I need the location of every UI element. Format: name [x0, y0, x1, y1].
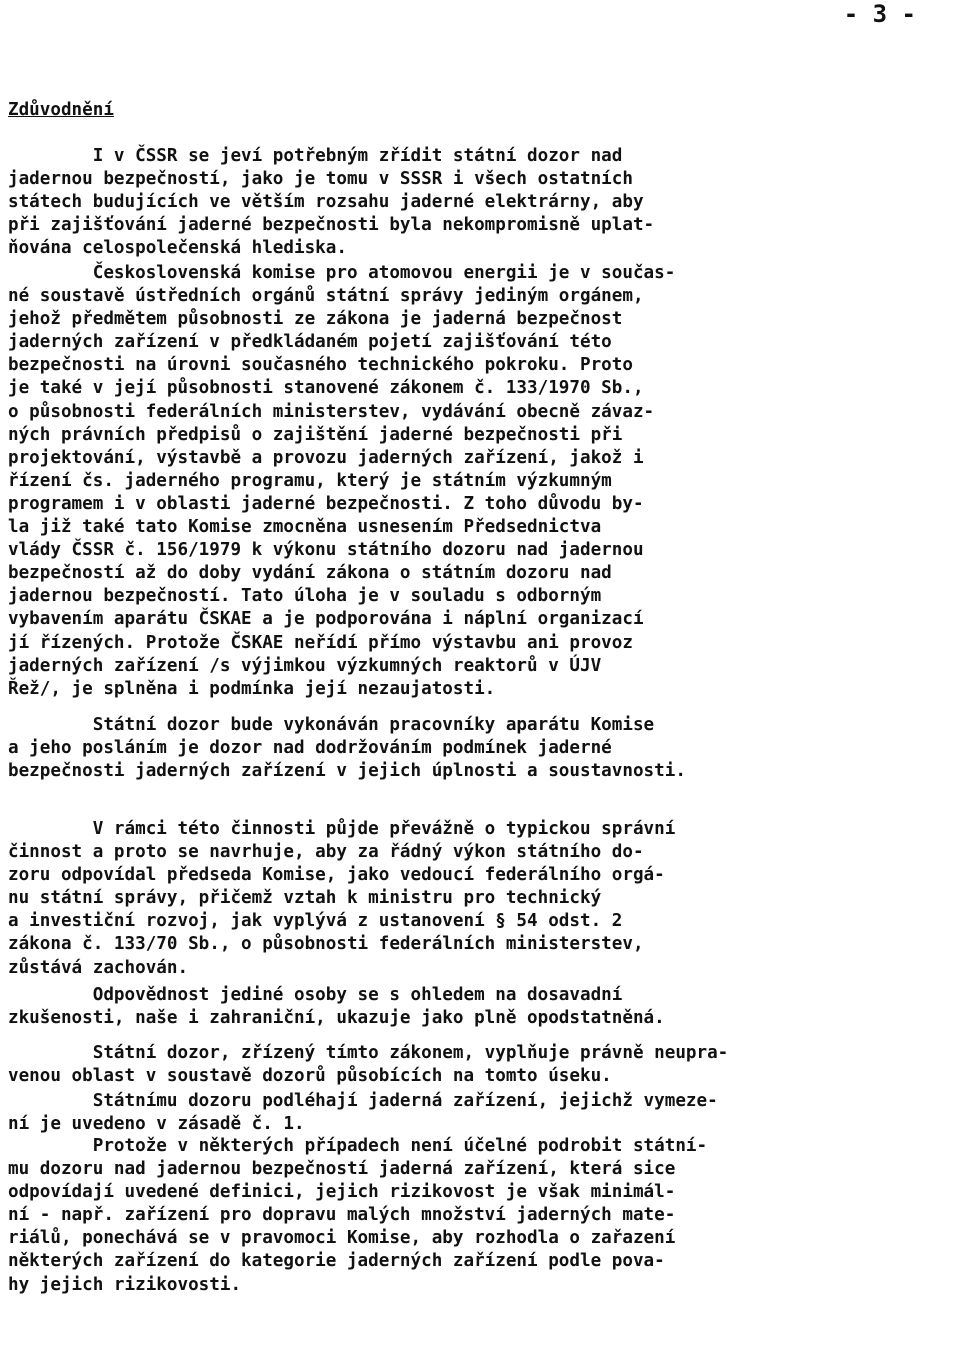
text-line: ní je uvedeno v zásadě č. 1.: [8, 1114, 305, 1135]
text-line: Řež/, je splněna i podmínka její nezaujatosti.: [8, 678, 496, 699]
text-line: la již také tato Komise zmocněna usnesením Předsednictva: [8, 517, 602, 538]
text-line: Československá komise pro atomovou energii je v součas-: [8, 263, 676, 283]
paragraph: [8, 1090, 718, 1136]
text-line: I v ČSSR se jeví potřebným zřídit státní dozor nad: [8, 146, 623, 166]
text-line: Státní dozor bude vykonáván pracovníky aparátu Komise: [8, 715, 655, 735]
text-line: nu státní správy, přičemž vztah k ministru pro technický: [8, 888, 602, 909]
text-line: a jeho posláním je dozor nad dodržováním podmínek jaderné: [8, 738, 612, 759]
paragraph: [8, 818, 675, 980]
text-line: Státnímu dozoru podléhají jaderná zařízení, jejichž vymeze-: [8, 1091, 718, 1111]
text-line: státech budujících ve větším rozsahu jaderné elektrárny, aby: [8, 192, 644, 213]
text-line: jadernou bezpečností, jako je tomu v SSSR i všech ostatních: [8, 169, 633, 190]
paragraph: [8, 714, 686, 783]
text-line: jadernou bezpečností. Tato úloha je v souladu s odborným: [8, 586, 602, 607]
text-line: bezpečností až do doby vydání zákona o státním dozoru nad: [8, 563, 612, 584]
text-line: zoru odpovídal předseda Komise, jako vedoucí federálního orgá-: [8, 865, 665, 886]
text-line: Protože v některých případech není účelné podrobit státní-: [8, 1136, 708, 1156]
text-line: ných právních předpisů o zajištění jaderné bezpečnosti při: [8, 424, 623, 445]
text-line: vlády ČSSR č. 156/1979 k výkonu státního dozoru nad jadernou: [8, 540, 644, 561]
text-line: a investiční rozvoj, jak vyplývá z ustanovení § 54 odst. 2: [8, 911, 623, 932]
text-line: bezpečnosti jaderných zařízení v jejich úplnosti a soustavnosti.: [8, 761, 686, 782]
paragraph: [8, 1135, 707, 1297]
text-line: venou oblast v soustavě dozorů působících na tomto úseku.: [8, 1066, 612, 1087]
text-line: řízení čs. jaderného programu, který je státním výzkumným: [8, 470, 612, 491]
paragraph: [8, 262, 675, 701]
text-line: hy jejich rizikovosti.: [8, 1274, 242, 1295]
text-line: ňována celospolečenská hlediska.: [8, 238, 347, 259]
page-number: - 3 -: [843, 0, 916, 28]
text-line: V rámci této činnosti půjde převážně o typickou správní: [8, 819, 676, 839]
text-line: při zajišťování jaderné bezpečnosti byla nekompromisně uplat-: [8, 215, 655, 236]
text-line: zákona č. 133/70 Sb., o působnosti federálních ministerstev,: [8, 934, 644, 955]
text-line: o působnosti federálních ministerstev, vydávání obecně závaz-: [8, 401, 655, 422]
text-line: je také v její působnosti stanovené zákonem č. 133/1970 Sb.,: [8, 378, 644, 399]
text-line: jaderných zařízení v předkládaném pojetí zajišťování této: [8, 332, 612, 353]
text-line: jaderných zařízení /s výjimkou výzkumných reaktorů v ÚJV: [8, 655, 602, 676]
section-heading: Zdůvodnění: [8, 100, 114, 120]
text-line: zkušenosti, naše i zahraniční, ukazuje jako plně opodstatněná.: [8, 1008, 665, 1029]
text-line: vybavením aparátu ČSKAE a je podporována i náplní organizací: [8, 609, 644, 630]
text-line: jí řízených. Protože ČSKAE neřídí přímo výstavbu ani provoz: [8, 632, 633, 653]
text-line: mu dozoru nad jadernou bezpečností jaderná zařízení, která sice: [8, 1159, 676, 1180]
text-line: Odpovědnost jediné osoby se s ohledem na dosavadní: [8, 985, 623, 1005]
text-line: některých zařízení do kategorie jaderných zařízení podle pova-: [8, 1251, 665, 1272]
text-line: projektování, výstavbě a provozu jaderných zařízení, jakož i: [8, 447, 644, 468]
text-line: bezpečnosti na úrovni současného technického pokroku. Proto: [8, 355, 633, 376]
text-line: riálů, ponechává se v pravomoci Komise, aby rozhodla o zařazení: [8, 1228, 676, 1249]
text-line: programem i v oblasti jaderné bezpečnosti. Z toho důvodu by-: [8, 493, 644, 514]
text-line: zůstává zachován.: [8, 957, 189, 978]
text-line: ní - např. zařízení pro dopravu malých množství jaderných mate-: [8, 1205, 676, 1226]
document-page: [8, 0, 952, 1359]
text-line: odpovídají uvedené definici, jejich rizikovost je však minimál-: [8, 1182, 676, 1203]
paragraph: [8, 1042, 728, 1088]
text-line: Státní dozor, zřízený tímto zákonem, vyplňuje právně neupra-: [8, 1043, 729, 1063]
text-line: né soustavě ústředních orgánů státní správy jediným orgánem,: [8, 286, 644, 307]
paragraph: [8, 984, 665, 1030]
paragraph: [8, 145, 654, 260]
text-line: jehož předmětem působnosti ze zákona je jaderná bezpečnost: [8, 309, 623, 330]
text-line: činnost a proto se navrhuje, aby za řádný výkon státního do-: [8, 842, 644, 863]
